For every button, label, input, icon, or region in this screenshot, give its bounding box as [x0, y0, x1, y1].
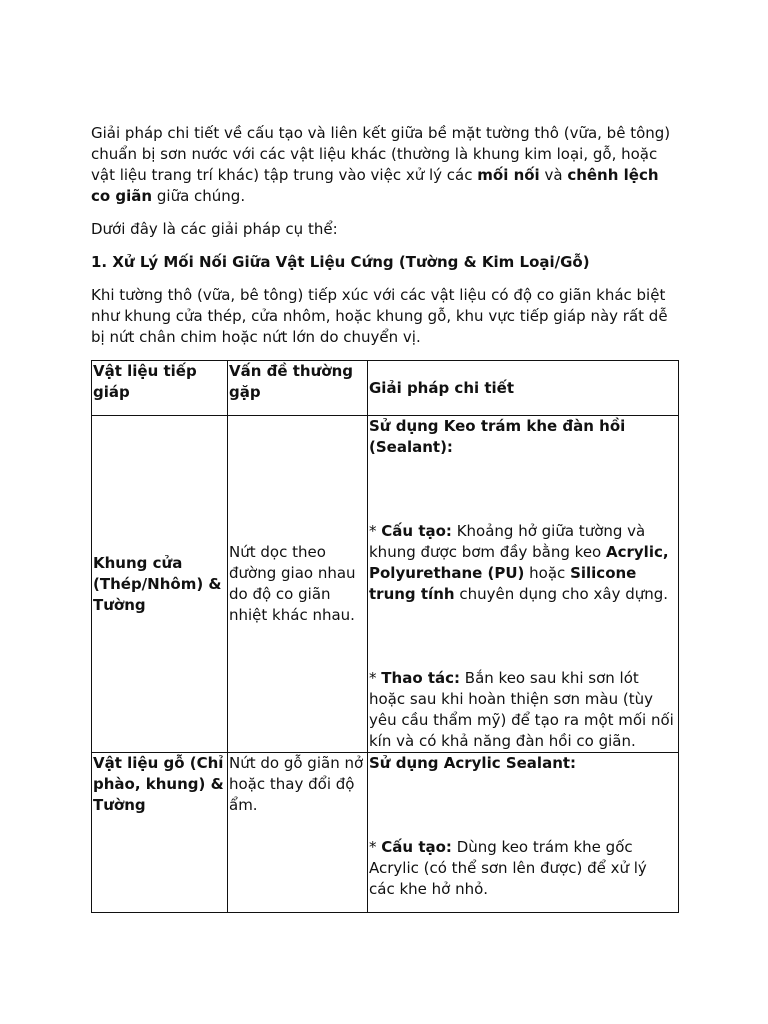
issue-cell: Nứt dọc theo đường giao nhau do độ co giãn nhiệt khác nhau.	[228, 416, 368, 753]
material-cell: Khung cửa (Thép/Nhôm) & Tường	[92, 416, 228, 753]
table-row	[92, 753, 679, 913]
intro-text: giữa chúng.	[152, 187, 246, 205]
section-paragraph: Khi tường thô (vữa, bê tông) tiếp xúc với các vật liệu có độ co giãn khác biệt như khung cửa thép, cửa nhôm, hoặc khung gỗ, khu vực tiếp giáp này rất dễ bị nứt chân chim hoặc nứt lớn do chuyển vị.	[91, 286, 668, 346]
spacer	[369, 605, 677, 668]
section-heading: 1. Xử Lý Mối Nối Giữa Vật Liệu Cứng (Tường & Kim Loại/Gỗ)	[91, 253, 590, 271]
spacer	[369, 774, 677, 837]
solution-title: Sử dụng Keo trám khe đàn hồi (Sealant):	[369, 417, 626, 456]
intro-text: Giải pháp chi tiết về cấu tạo và liên kết giữa bề mặt tường thô (vữa, bê tông) chuẩn bị sơn nước với các vật liệu khác (thường là khung kim loại, gỗ, hoặc vật liệu trang trí khác) tập trung vào việc xử lý các	[91, 124, 671, 184]
solution-point: * Cấu tạo: Dùng keo trám khe gốc Acrylic (có thể sơn lên được) để xử lý các khe hở nhỏ.	[369, 838, 647, 898]
solution-title: Sử dụng Acrylic Sealant:	[369, 754, 577, 772]
table-header-row	[92, 361, 679, 416]
header-cell: Vấn đề thường gặp	[228, 361, 368, 416]
intro-text: và	[539, 166, 568, 184]
lead-line: Dưới đây là các giải pháp cụ thể:	[91, 220, 338, 238]
solution-cell	[368, 416, 679, 753]
solution-point: * Cấu tạo: Khoảng hở giữa tường và khung được bơm đầy bằng keo Acrylic, Polyurethane (PU) hoặc Silicone trung tính chuyên dụng cho xây dựng.	[369, 522, 669, 603]
header-cell: Vật liệu tiếp giáp	[92, 361, 228, 416]
intro-paragraph	[91, 123, 681, 207]
issue-cell: Nứt do gỗ giãn nở hoặc thay đổi độ ẩm.	[228, 753, 368, 913]
intro-bold-expansion: chênh lệch co giãn	[91, 166, 659, 205]
spacer	[369, 458, 677, 521]
table-row	[92, 416, 679, 753]
solutions-table	[91, 360, 679, 913]
document-content	[91, 123, 681, 913]
intro-bold-joints: mối nối	[477, 166, 540, 184]
header-cell: Giải pháp chi tiết	[368, 361, 679, 416]
solution-point: * Thao tác: Bắn keo sau khi sơn lót hoặc sau khi hoàn thiện sơn màu (tùy yêu cầu thẩm mỹ) để tạo ra một mối nối kín và có khả năng đàn hồi co giãn.	[369, 669, 674, 750]
material-cell: Vật liệu gỗ (Chỉ phào, khung) & Tường	[92, 753, 228, 913]
solution-cell	[368, 753, 679, 913]
